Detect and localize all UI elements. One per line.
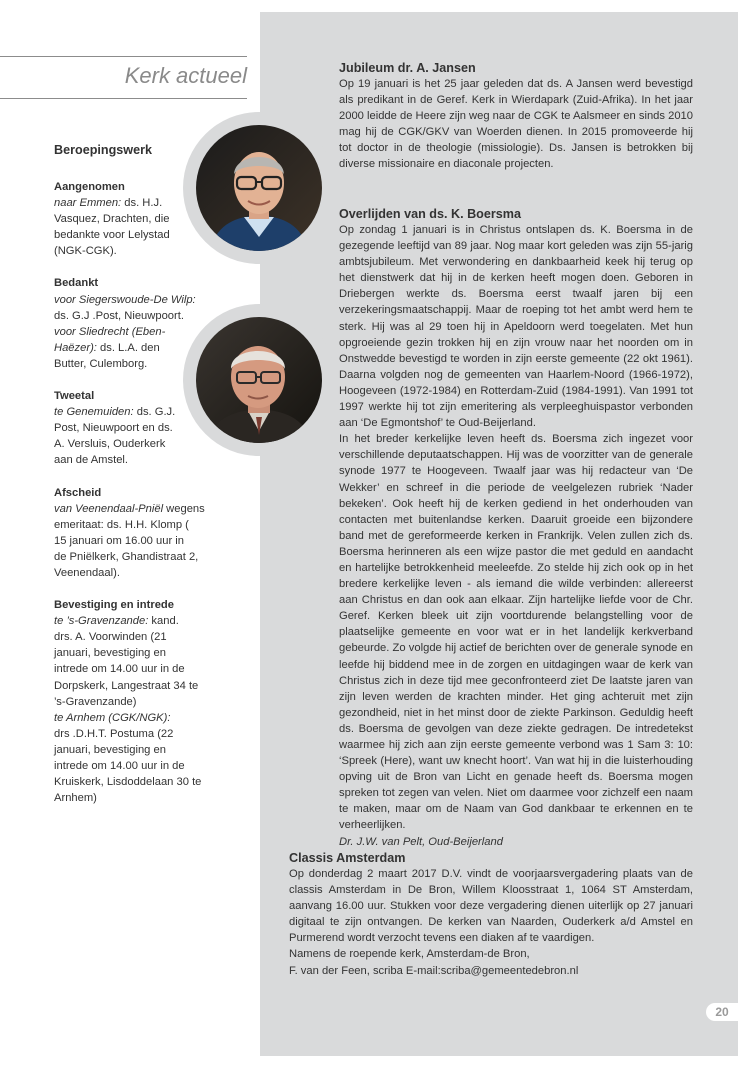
beroeping-line [54, 661, 226, 677]
classis-title: Classis Amsterdam [289, 851, 406, 865]
beroeping-text: emeritaat: ds. H.H. Klomp ( [54, 518, 189, 531]
beroeping-block-heading: Bedankt [54, 277, 99, 290]
beroeping-text: drs .D.H.T. Postuma (22 [54, 727, 174, 740]
beroeping-line [54, 645, 226, 661]
beroeping-line [54, 308, 226, 324]
beroeping-line [54, 404, 226, 420]
beroeping-location: te ’s-Gravenzande: [54, 615, 149, 628]
beroeping-text: ’s-Gravenzande) [54, 695, 137, 708]
beroeping-text: ds. G.J. [133, 406, 176, 419]
classis-body: Op donderdag 2 maart 2017 D.V. vindt de voorjaarsvergadering plaats van de classis Amsterdam in De Bron, Willem Kloosstraat 1, 1064 ST Amsterdam, aanvang 16.00 uur. Stukken voor deze vergadering dienen uiterlijk op 27 januari digitaal te zijn ontvangen. De kerken van Naarden, Ouderkerk a/d Amstel en Purmerend wordt verzocht tevens een diaken af te vaardigen. [289, 868, 693, 945]
beroeping-block [54, 275, 226, 372]
beroeping-line [54, 629, 226, 645]
beroeping-line [54, 340, 226, 356]
heading-rule-bottom [0, 98, 247, 99]
beroeping-location: te Arnhem (CGK/NGK): [54, 711, 171, 724]
beroeping-line [54, 742, 226, 758]
beroeping-line [54, 227, 226, 243]
beroeping-block-heading: Afscheid [54, 486, 102, 499]
jubileum-body: Op 19 januari is het 25 jaar geleden dat ds. A Jansen werd bevestigd als predikant in de Geref. Kerk in Wierdapark (Zuid-Afrika). In het jaar 2000 leidde de Heere zijn weg naar de CGK te Aalsmeer en sinds 2010 mag hij de CGK/GKV van Woerden dienen. In 2015 promoveerde hij tot doctor in de theologie (missiologie). Ds. Jansen is betrokken bij diverse missionaire en diaconale projecten. [339, 78, 693, 171]
beroeping-block [54, 597, 226, 806]
overlijden-title: Overlijden van ds. K. Boersma [339, 207, 521, 221]
beroeping-text: Kruiskerk, Lisdoddelaan 30 te [54, 776, 202, 789]
beroeping-text: A. Versluis, Ouderkerk [54, 438, 166, 451]
beroeping-location: naar Emmen: [54, 197, 122, 210]
classis-line: F. van der Feen, scriba E-mail:scriba@gemeentedebron.nl [289, 964, 579, 977]
jubileum-title: Jubileum dr. A. Jansen [339, 61, 476, 75]
beroeping-line [54, 774, 226, 790]
beroeping-text: drs. A. Voorwinden (21 [54, 631, 167, 644]
beroeping-line [54, 292, 226, 308]
beroeping-location: voor Siegerswoude-De Wilp: [54, 293, 196, 306]
beroeping-block-heading: Aangenomen [54, 181, 125, 193]
beroeping-line [54, 195, 226, 211]
beroeping-line [54, 613, 226, 629]
beroeping-line [54, 678, 226, 694]
beroepingswerk-column [54, 142, 226, 822]
beroeping-text: (NGK-CGK). [54, 245, 117, 258]
beroeping-text: de Pniëlkerk, Ghandistraat 2, [54, 550, 199, 563]
beroeping-text: Butter, Culemborg. [54, 357, 148, 370]
beroeping-line [54, 420, 226, 436]
beroeping-line [54, 452, 226, 468]
beroeping-line [54, 211, 226, 227]
beroeping-block [54, 179, 226, 259]
beroeping-line [54, 533, 226, 549]
beroeping-line [54, 758, 226, 774]
beroeping-location: Haëzer): [54, 341, 97, 354]
beroeping-line [54, 565, 226, 581]
beroeping-line [54, 501, 226, 517]
beroeping-text: intrede om 14.00 uur in de [54, 760, 185, 772]
beroeping-text: januari, bevestiging en [54, 743, 166, 756]
article-jubileum [339, 60, 693, 173]
beroeping-line [54, 517, 226, 533]
beroeping-text: intrede om 14.00 uur in de [54, 663, 185, 676]
beroeping-text: ds. L.A. den [96, 341, 160, 354]
beroeping-block [54, 485, 226, 582]
overlijden-paragraph: Op zondag 1 januari is in Christus ontslapen ds. K. Boersma in de gezegende leeftijd van 89 jaar. Nog maar kort geleden was zijn 55-jarig ambtsjubileum. Met verwondering en dankbaarheid keek hij terug op het dienstwerk dat hij in de kerken heeft mogen doen. Geboren in Driebergen werkte ds. Boersma eerst twaalf jaren bij een verzekeringsmaatschappij. Maar de roeping tot het ambt werd hem te sterk. Hij was al 29 toen hij in Apeldoorn werd toegelaten. Met hun opgroeiende gezin trokken hij en zijn vrouw naar het noorden om in Onstwedde bevestigd te worden in zijn eerste gemeente (22 okt 1961). Daarna volgden nog de gemeenten van Haarlem-Noord (1966-1972), Hoogeveen (1972-1984) en Rotterdam-Zuid (1984-1991). Van 1991 tot 1997 werkte hij tot zijn emeritering als verpleeghuispastor verbonden aan ‘De Egmontshof’ te Oud-Beijerland. [339, 224, 693, 430]
beroeping-line [54, 243, 226, 259]
beroepingswerk-blocks [54, 179, 226, 806]
beroeping-text: Dorpskerk, Langestraat 34 te [54, 679, 199, 692]
beroeping-text: ds. H.J. [121, 197, 163, 210]
beroeping-block-heading: Bevestiging en intrede [54, 599, 174, 612]
beroeping-line [54, 324, 226, 340]
page-number: 20 [706, 1003, 738, 1021]
beroeping-line [54, 549, 226, 565]
section-title: Kerk actueel [124, 63, 247, 88]
beroeping-block [54, 388, 226, 468]
beroeping-line [54, 436, 226, 452]
beroeping-text: wegens [163, 502, 205, 515]
beroeping-text: Vasquez, Drachten, die [54, 213, 170, 226]
beroeping-text: aan de Amstel. [54, 454, 129, 467]
beroeping-text: Veenendaal). [54, 566, 120, 579]
overlijden-signature: Dr. J.W. van Pelt, Oud-Beijerland [339, 835, 503, 848]
classis-line: Namens de roepende kerk, Amsterdam-de Bron, [289, 948, 530, 961]
beroeping-line [54, 726, 226, 742]
beroeping-line [54, 694, 226, 710]
beroeping-text: Post, Nieuwpoort en ds. [54, 422, 173, 435]
beroepingswerk-title: Beroepingswerk [54, 143, 152, 157]
beroeping-text: bedankte voor Lelystad [54, 229, 170, 242]
beroeping-text: januari, bevestiging en [54, 647, 166, 660]
beroeping-line [54, 710, 226, 726]
beroeping-line [54, 356, 226, 372]
beroeping-line [54, 790, 226, 806]
beroeping-text: kand. [148, 615, 179, 628]
article-classis [289, 850, 693, 979]
overlijden-paragraph: In het breder kerkelijke leven heeft ds. Boersma zich ingezet voor verschillende deputaatschappen. Hij was de voorzitter van de generale synode 1977 te Hoogeveen. Twaalf jaar was hij redacteur van ‘De Wekker’ en schreef in die periode de veelgelezen rubriek ‘Nader bekeken’. Ook heeft hij de kerken gediend in het onderhouden van contacten met buitenlandse kerken. Daaruit groeide een bijzondere band met de gereformeerde kerken in Frankrijk. Velen zullen zich ds. Boersma herinneren als een wijze pastor die met geduld en aandacht en hartelijke betrokkenheid meeleefde. Zo stelde hij zich ook op in het bredere kerkelijke leven - als iemand die wilde verbinden: allereerst aan Christus en dan ook aan elkaar. Zijn hartelijke liefde voor de Chr. Geref. Kerken bleek uit zijn voortdurende belangstelling voor de plaatselijke gemeente en voor wat er in het landelijk kerkverband gebeurde. Zo volgde hij actief de berichten over de generale synode en leefde hij biddend mee in de zorgen en uitdagingen waar de kerk van Christus zich in deze tijd mee geconfronteerd ziet De laatste jaren van zijn leven werden de krachten minder. Het ging achteruit met zijn gezondheid, niet in het minst door de ziekte Parkinson. Geduldig heeft ds. Boersma de gevolgen van deze ziekte gedragen. De intredetekst waarmee hij zich aan zijn eerste gemeente verbond was 1 Sam 3: 10: ‘Spreek (Here), want uw knecht hoort’. Van wat hij in die luisterhouding opving uit de Bron van Licht en genade heeft ds. Boersma mogen spreken tot zegen van velen. Niet om daarmee voor zichzelf een naam te maken, maar om de Naam van God dankbaar te erkennen en te verheerlijken. [339, 433, 693, 832]
beroeping-location: te Genemuiden: [54, 406, 134, 419]
beroeping-block-heading: Tweetal [54, 390, 95, 403]
beroeping-location: voor Sliedrecht (Eben- [54, 325, 166, 338]
heading-rule-top [0, 56, 247, 57]
beroeping-text: 15 januari om 16.00 uur in [54, 534, 184, 547]
article-overlijden [339, 206, 693, 850]
beroeping-text: Arnhem) [54, 792, 97, 805]
beroeping-location: van Veenendaal-Pniël [54, 502, 164, 515]
beroeping-text: ds. G.J .Post, Nieuwpoort. [54, 309, 184, 322]
